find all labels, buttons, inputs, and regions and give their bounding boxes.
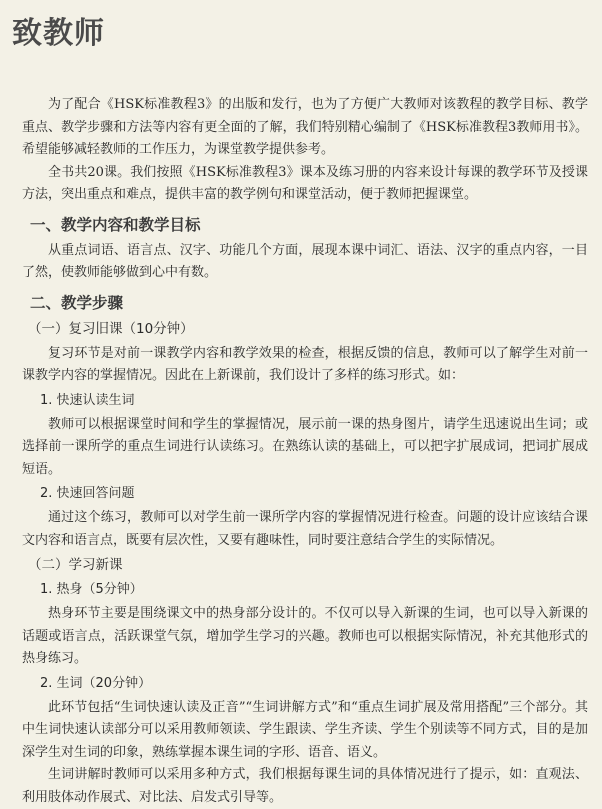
page-title: 致教师 bbox=[12, 16, 105, 51]
intro-paragraph-2: 全书共20课。我们按照《HSK标准教程3》课本及练习册的内容来设计每课的教学环节及授课方法，突出重点和难点，提供丰富的教学例句和课堂活动，便于教师把握课堂。 bbox=[22, 164, 588, 202]
intro-paragraph-1: 为了配合《HSK标准教程3》的出版和发行，也为了方便广大教师对该教程的教学目标、教学重点、教学步骤和方法等内容有更全面的了解，我们特别精心编制了《HSK标准教程3教师用书》。希望能够减轻教师的工作压力，为课堂教学提供参考。 bbox=[22, 97, 588, 157]
document-body bbox=[22, 94, 588, 809]
warmup-heading: 1. 热身（5分钟） bbox=[40, 582, 143, 597]
new-lesson-heading: （二）学习新课 bbox=[28, 557, 123, 573]
review-paragraph: 复习环节是对前一课教学内容和教学效果的检查，根据反馈的信息，教师可以了解学生对前一课教学内容的掌握情况。因此在上新课前，我们设计了多样的练习形式。如： bbox=[22, 345, 588, 383]
vocabulary-heading: 2. 生词（20分钟） bbox=[40, 675, 152, 691]
section-2-heading: 二、教学步骤 bbox=[30, 293, 124, 312]
vocabulary-paragraph-2: 生词讲解时教师可以采用多种方式，我们根据每课生词的具体情况进行了提示，如：直观法、利用肢体动作展式、对比法、启发式引导等。 bbox=[22, 767, 588, 805]
review-item-2-heading: 2. 快速回答问题 bbox=[40, 486, 135, 501]
review-heading: （一）复习旧课（10分钟） bbox=[28, 320, 194, 337]
review-item-1-paragraph: 教师可以根据课堂时间和学生的掌握情况，展示前一课的热身图片，请学生迅速说出生词；或选择前一课所学的重点生词进行认读练习。在熟练认读的基础上，可以把字扩展成词，把词扩展成短语。 bbox=[22, 416, 588, 477]
review-item-1-heading: 1. 快速认读生词 bbox=[40, 392, 135, 408]
vocabulary-paragraph-1: 此环节包括“生词快速认读及正音”“生词讲解方式”和“重点生词扩展及常用搭配”三个部分。其中生词快速认读部分可以采用教师领读、学生跟读、学生齐读、学生个别读等不同方式，目的是加深学生对生词的印象，熟练掌握本课生词的字形、语音、语义。 bbox=[22, 699, 588, 760]
section-1-paragraph: 从重点词语、语言点、汉字、功能几个方面，展现本课中词汇、语法、汉字的重点内容，一目了然，使教师能够做到心中有数。 bbox=[22, 242, 588, 280]
review-item-2-paragraph: 通过这个练习，教师可以对学生前一课所学内容的掌握情况进行检查。问题的设计应该结合课文内容和语言点，既要有层次性，又要有趣味性，同时要注意结合学生的实际情况。 bbox=[22, 510, 588, 548]
section-1-heading: 一、教学内容和教学目标 bbox=[30, 215, 201, 234]
warmup-paragraph: 热身环节主要是围绕课文中的热身部分设计的。不仅可以导入新课的生词，也可以导入新课的话题或语言点，活跃课堂气氛，增加学生学习的兴趣。教师也可以根据实际情况，补充其他形式的热身练习。 bbox=[22, 606, 588, 666]
